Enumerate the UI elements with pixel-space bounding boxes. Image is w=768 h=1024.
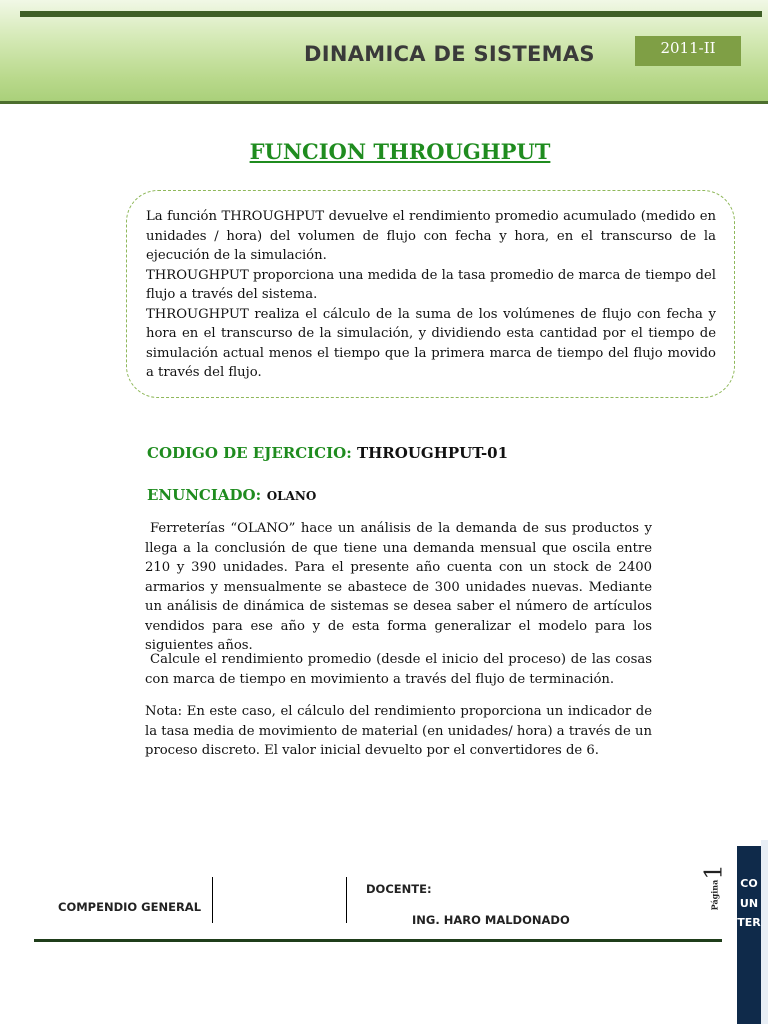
intro-box <box>126 190 735 398</box>
footer-docente-name: ING. HARO MALDONADO <box>412 913 570 927</box>
header-bottom-rule <box>0 101 768 104</box>
counter-tab-edge <box>761 840 768 1024</box>
exercise-note: Nota: En este caso, el cálculo del rendimiento proporciona un indicador de la tasa media de movimiento de material (en unidades/ hora) a través de un proceso discreto. El valor inicial devuelto por el convertidores de 6. <box>145 704 652 758</box>
intro-paragraph: La función THROUGHPUT devuelve el rendimiento promedio acumulado (medido en unidades / hora) del volumen de flujo con fecha y hora, en el transcurso de la ejecución de la simulación. <box>146 209 716 263</box>
enunciado-line <box>147 485 316 504</box>
footer-compendio: COMPENDIO GENERAL <box>58 900 202 914</box>
footer-divider <box>212 877 213 923</box>
footer-rule <box>34 939 722 942</box>
header-top-rule <box>20 11 762 17</box>
semester-badge: 2011-II <box>635 36 741 66</box>
counter-tab <box>737 846 761 1024</box>
page-number: 1 <box>699 864 728 880</box>
exercise-paragraph: Calcule el rendimiento promedio (desde el inicio del proceso) de las cosas con marca de tiempo en movimiento a través del flujo de terminación. <box>145 652 652 687</box>
intro-paragraph: THROUGHPUT realiza el cálculo de la suma de los volúmenes de flujo con fecha y hora en el transcurso de la simulación, y dividiendo esta cantidad por el tiempo de simulación actual menos el tiempo que la primera marca de tiempo del flujo movido a través del flujo. <box>146 306 716 380</box>
enunciado-label: ENUNCIADO: <box>147 486 262 504</box>
exercise-code-value: THROUGHPUT-01 <box>356 444 509 462</box>
page-number-label <box>699 864 733 911</box>
page-word: Página <box>709 879 720 911</box>
exercise-code-label: CODIGO DE EJERCICIO: <box>147 444 352 462</box>
footer-divider <box>346 877 347 923</box>
exercise-paragraph: Ferreterías “OLANO” hace un análisis de la demanda de sus productos y llega a la conclusión de que tiene una demanda mensual que oscila entre 210 y 390 unidades. Para el presente año cuenta con un stock de 2400 armarios y mensualmente se abastece de 300 unidades nuevas. Mediante un análisis de dinámica de sistemas se desea saber el número de artículos vendidos para ese año y de esta forma generalizar el modelo para los siguientes años. <box>145 521 652 653</box>
document-header-title: DINAMICA DE SISTEMAS <box>304 42 595 66</box>
exercise-code-line <box>147 444 508 462</box>
intro-paragraph: THROUGHPUT proporciona una medida de la tasa promedio de marca de tiempo del flujo a través del sistema. <box>146 267 716 302</box>
footer-docente-label: DOCENTE: <box>366 882 432 896</box>
counter-tab-label: COUNTER <box>737 877 761 929</box>
section-title: FUNCION THROUGHPUT <box>249 139 551 164</box>
enunciado-value: OLANO <box>266 489 317 503</box>
